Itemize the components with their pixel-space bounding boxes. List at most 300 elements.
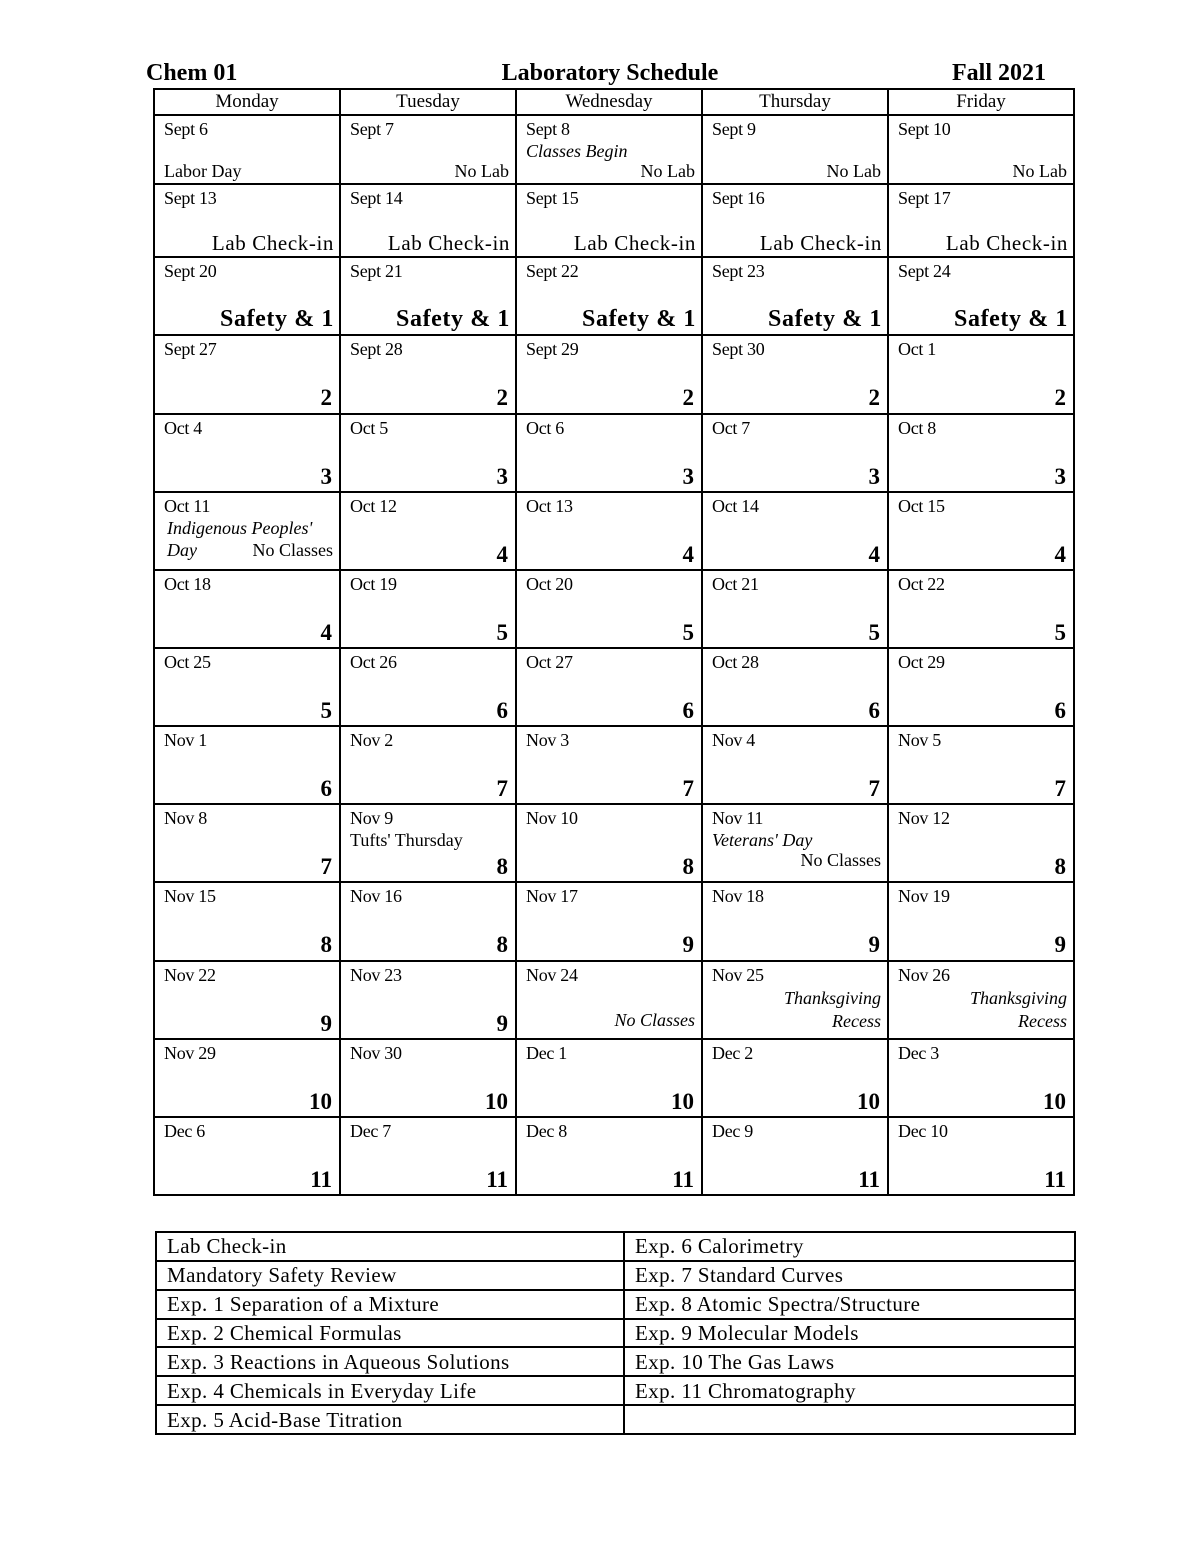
date-label: Oct 8 bbox=[898, 417, 936, 438]
date-label: Nov 19 bbox=[898, 886, 950, 907]
checkin-label: Lab Check-in bbox=[211, 231, 334, 256]
day-cell-content bbox=[155, 883, 339, 959]
safety-label: Safety & 1 bbox=[954, 306, 1068, 333]
experiment-number: 5 bbox=[320, 697, 332, 723]
checkin-label: Lab Check-in bbox=[573, 231, 696, 256]
day-cell bbox=[888, 648, 1074, 726]
experiment-number: 8 bbox=[1054, 854, 1066, 880]
day-cell bbox=[888, 882, 1074, 960]
experiment-number: 9 bbox=[496, 1010, 508, 1036]
day-cell bbox=[340, 882, 516, 960]
day-cell-content bbox=[517, 185, 701, 256]
safety-label: Safety & 1 bbox=[768, 306, 882, 333]
day-cell-content bbox=[889, 336, 1073, 412]
day-cell-content bbox=[703, 185, 887, 256]
date-label: Oct 28 bbox=[712, 651, 759, 672]
safety-label: Safety & 1 bbox=[396, 306, 510, 333]
day-cell bbox=[154, 335, 340, 413]
experiment-number: 6 bbox=[1054, 697, 1066, 723]
day-cell bbox=[702, 570, 888, 648]
date-label: Oct 22 bbox=[898, 573, 945, 594]
event-note: Tufts' Thursday bbox=[350, 830, 463, 851]
day-cell bbox=[340, 648, 516, 726]
experiment-number: 2 bbox=[868, 385, 880, 411]
day-cell bbox=[702, 115, 888, 184]
day-cell bbox=[340, 726, 516, 804]
date-label: Sept 15 bbox=[526, 188, 579, 209]
day-cell-content bbox=[517, 258, 701, 334]
date-label: Oct 6 bbox=[526, 417, 564, 438]
day-cell-content bbox=[341, 493, 515, 569]
day-cell-content bbox=[703, 336, 887, 412]
recess-note-line: Thanksgiving bbox=[970, 987, 1067, 1008]
day-cell bbox=[888, 804, 1074, 882]
week-row bbox=[154, 414, 1074, 492]
recess-note-line: Recess bbox=[1018, 1010, 1067, 1031]
day-cell bbox=[154, 184, 340, 257]
day-cell bbox=[516, 414, 702, 492]
week-row bbox=[154, 726, 1074, 804]
week-row bbox=[154, 570, 1074, 648]
experiment-number: 11 bbox=[310, 1166, 332, 1192]
day-cell bbox=[516, 1039, 702, 1117]
date-label: Nov 2 bbox=[350, 730, 393, 751]
date-label: Oct 13 bbox=[526, 495, 573, 516]
experiment-number: 8 bbox=[320, 932, 332, 958]
day-cell-content bbox=[341, 805, 515, 881]
date-label: Sept 24 bbox=[898, 261, 951, 282]
day-cell-content bbox=[517, 1118, 701, 1194]
date-label: Sept 8 bbox=[526, 119, 570, 139]
day-cell-content bbox=[517, 116, 701, 183]
experiment-number: 6 bbox=[496, 697, 508, 723]
day-cell bbox=[888, 1117, 1074, 1195]
day-cell bbox=[516, 1117, 702, 1195]
date-label: Oct 14 bbox=[712, 495, 759, 516]
checkin-label: Lab Check-in bbox=[387, 231, 510, 256]
experiment-number: 7 bbox=[1054, 776, 1066, 802]
legend-entry bbox=[624, 1405, 1075, 1434]
experiment-number: 3 bbox=[496, 463, 508, 489]
experiment-number: 8 bbox=[496, 854, 508, 880]
experiment-number: 6 bbox=[868, 697, 880, 723]
experiment-number: 4 bbox=[320, 619, 332, 645]
day-cell-content bbox=[889, 883, 1073, 959]
date-label: Nov 24 bbox=[526, 964, 578, 985]
experiment-number: 3 bbox=[1054, 463, 1066, 489]
date-label: Nov 15 bbox=[164, 886, 216, 907]
day-cell-content bbox=[517, 336, 701, 412]
schedule-table bbox=[153, 88, 1075, 1196]
day-cell bbox=[516, 492, 702, 570]
experiment-number: 2 bbox=[320, 385, 332, 411]
day-cell-content bbox=[155, 1040, 339, 1116]
day-cell bbox=[702, 726, 888, 804]
day-cell-content bbox=[703, 1118, 887, 1194]
day-cell-content bbox=[155, 649, 339, 725]
day-cell-content bbox=[703, 415, 887, 491]
experiment-number: 6 bbox=[320, 776, 332, 802]
day-cell bbox=[154, 1039, 340, 1117]
day-cell bbox=[702, 882, 888, 960]
day-cell bbox=[888, 726, 1074, 804]
legend-row bbox=[156, 1232, 1075, 1261]
day-cell-content bbox=[889, 116, 1073, 183]
date-label: Sept 27 bbox=[164, 339, 217, 360]
experiment-number: 2 bbox=[682, 385, 694, 411]
day-cell bbox=[516, 257, 702, 335]
day-cell bbox=[340, 804, 516, 882]
day-cell-content bbox=[341, 1040, 515, 1116]
experiment-number: 11 bbox=[858, 1166, 880, 1192]
day-cell bbox=[154, 804, 340, 882]
day-cell-content bbox=[155, 415, 339, 491]
day-cell-content bbox=[517, 415, 701, 491]
page-title: Laboratory Schedule bbox=[501, 60, 719, 86]
day-cell-content bbox=[155, 571, 339, 647]
day-cell-content bbox=[889, 805, 1073, 881]
day-cell bbox=[340, 414, 516, 492]
experiment-number: 8 bbox=[682, 854, 694, 880]
day-cell bbox=[340, 1117, 516, 1195]
legend-row bbox=[156, 1347, 1075, 1376]
legend-entry: Exp. 6 Calorimetry bbox=[624, 1232, 1075, 1261]
experiment-number: 11 bbox=[486, 1166, 508, 1192]
day-cell-content bbox=[517, 805, 701, 881]
date-label: Nov 29 bbox=[164, 1042, 216, 1063]
experiment-number: 10 bbox=[1043, 1088, 1066, 1114]
no-classes-note: No Classes bbox=[252, 539, 333, 560]
date-label: Oct 19 bbox=[350, 573, 397, 594]
week-row bbox=[154, 648, 1074, 726]
recess-note-line: No Classes bbox=[614, 1009, 695, 1030]
day-cell-content bbox=[703, 493, 887, 569]
experiment-number: 5 bbox=[682, 619, 694, 645]
day-cell-content bbox=[517, 727, 701, 803]
day-cell-content bbox=[341, 336, 515, 412]
date-label: Sept 10 bbox=[898, 119, 951, 139]
day-cell bbox=[888, 257, 1074, 335]
experiment-number: 9 bbox=[868, 932, 880, 958]
date-label: Nov 30 bbox=[350, 1042, 402, 1063]
day-cell-content bbox=[889, 415, 1073, 491]
experiment-number: 10 bbox=[671, 1088, 694, 1114]
day-cell-content bbox=[703, 727, 887, 803]
date-label: Nov 18 bbox=[712, 886, 764, 907]
legend-entry: Exp. 4 Chemicals in Everyday Life bbox=[156, 1376, 624, 1405]
experiment-number: 5 bbox=[496, 619, 508, 645]
checkin-label: Lab Check-in bbox=[759, 231, 882, 256]
day-cell-content bbox=[703, 883, 887, 959]
legend-entry: Exp. 3 Reactions in Aqueous Solutions bbox=[156, 1347, 624, 1376]
date-label: Oct 26 bbox=[350, 651, 397, 672]
experiment-number: 11 bbox=[1044, 1166, 1066, 1192]
day-cell bbox=[702, 1039, 888, 1117]
date-label: Sept 7 bbox=[350, 119, 394, 139]
day-cell-content bbox=[155, 727, 339, 803]
day-cell bbox=[702, 257, 888, 335]
day-cell bbox=[702, 414, 888, 492]
recess-note bbox=[784, 987, 881, 1033]
day-cell bbox=[888, 115, 1074, 184]
event-note: Classes Begin bbox=[526, 141, 628, 161]
experiment-number: 8 bbox=[496, 932, 508, 958]
day-cell bbox=[888, 961, 1074, 1039]
day-cell bbox=[888, 414, 1074, 492]
date-label: Sept 17 bbox=[898, 188, 951, 209]
experiment-number: 3 bbox=[868, 463, 880, 489]
day-cell bbox=[516, 570, 702, 648]
day-header-wednesday: Wednesday bbox=[516, 89, 702, 115]
day-cell-content bbox=[703, 1040, 887, 1116]
date-label: Dec 7 bbox=[350, 1120, 391, 1141]
date-label: Oct 27 bbox=[526, 651, 573, 672]
recess-note-line: Recess bbox=[832, 1010, 881, 1031]
day-cell bbox=[516, 335, 702, 413]
recess-note-line: Thanksgiving bbox=[784, 987, 881, 1008]
holiday-label: Labor Day bbox=[164, 161, 242, 181]
date-label: Dec 6 bbox=[164, 1120, 205, 1141]
date-label: Sept 28 bbox=[350, 339, 403, 360]
date-label: Oct 1 bbox=[898, 339, 936, 360]
day-header-tuesday: Tuesday bbox=[340, 89, 516, 115]
week-row bbox=[154, 115, 1074, 184]
legend-entry: Exp. 2 Chemical Formulas bbox=[156, 1319, 624, 1348]
day-cell bbox=[702, 1117, 888, 1195]
date-label: Oct 20 bbox=[526, 573, 573, 594]
day-cell-content bbox=[703, 962, 887, 1038]
no-classes-note: No Classes bbox=[800, 850, 881, 871]
experiment-number: 4 bbox=[868, 541, 880, 567]
day-cell bbox=[340, 1039, 516, 1117]
experiment-number: 4 bbox=[496, 541, 508, 567]
day-cell-content bbox=[517, 1040, 701, 1116]
day-cell bbox=[888, 492, 1074, 570]
safety-label: Safety & 1 bbox=[582, 306, 696, 333]
experiment-number: 7 bbox=[868, 776, 880, 802]
legend-entry: Exp. 7 Standard Curves bbox=[624, 1261, 1075, 1290]
date-label: Nov 5 bbox=[898, 730, 941, 751]
date-label: Sept 21 bbox=[350, 261, 403, 282]
legend-entry: Exp. 5 Acid-Base Titration bbox=[156, 1405, 624, 1434]
day-cell-content bbox=[517, 649, 701, 725]
date-label: Sept 29 bbox=[526, 339, 579, 360]
day-cell-content bbox=[703, 805, 887, 881]
experiment-number: 9 bbox=[320, 1010, 332, 1036]
day-cell bbox=[888, 184, 1074, 257]
day-cell bbox=[154, 882, 340, 960]
experiment-number: 5 bbox=[1054, 619, 1066, 645]
experiment-number: 7 bbox=[320, 854, 332, 880]
date-label: Sept 22 bbox=[526, 261, 579, 282]
legend-table bbox=[155, 1231, 1076, 1435]
date-label: Sept 13 bbox=[164, 188, 217, 209]
date-label: Nov 10 bbox=[526, 808, 578, 829]
day-header-thursday: Thursday bbox=[702, 89, 888, 115]
day-cell-content bbox=[155, 185, 339, 256]
day-header-friday: Friday bbox=[888, 89, 1074, 115]
experiment-number: 10 bbox=[485, 1088, 508, 1114]
no-lab-note: No Lab bbox=[1012, 161, 1067, 181]
day-cell-content bbox=[889, 1118, 1073, 1194]
day-cell bbox=[154, 726, 340, 804]
date-label: Oct 21 bbox=[712, 573, 759, 594]
experiment-number: 2 bbox=[1054, 385, 1066, 411]
day-cell-content bbox=[155, 258, 339, 334]
date-label: Dec 8 bbox=[526, 1120, 567, 1141]
day-cell-content bbox=[703, 116, 887, 183]
recess-note bbox=[970, 987, 1067, 1033]
legend-entry: Mandatory Safety Review bbox=[156, 1261, 624, 1290]
day-cell bbox=[154, 648, 340, 726]
no-lab-note: No Lab bbox=[826, 161, 881, 181]
day-cell-content bbox=[889, 493, 1073, 569]
term-label: Fall 2021 bbox=[952, 60, 1046, 86]
legend-entry: Exp. 1 Separation of a Mixture bbox=[156, 1290, 624, 1319]
experiment-number: 10 bbox=[309, 1088, 332, 1114]
day-cell-content bbox=[341, 571, 515, 647]
day-cell-content bbox=[889, 571, 1073, 647]
legend-entry: Exp. 11 Chromatography bbox=[624, 1376, 1075, 1405]
experiment-number: 3 bbox=[682, 463, 694, 489]
day-cell bbox=[888, 570, 1074, 648]
day-cell bbox=[340, 492, 516, 570]
experiment-number: 3 bbox=[320, 463, 332, 489]
day-cell bbox=[702, 335, 888, 413]
day-cell bbox=[702, 492, 888, 570]
date-label: Sept 30 bbox=[712, 339, 765, 360]
day-cell-content bbox=[341, 727, 515, 803]
experiment-number: 10 bbox=[857, 1088, 880, 1114]
day-cell-content bbox=[341, 649, 515, 725]
day-cell bbox=[516, 648, 702, 726]
week-row bbox=[154, 492, 1074, 570]
event-note: Veterans' Day bbox=[712, 830, 813, 851]
day-cell bbox=[516, 961, 702, 1039]
date-label: Nov 12 bbox=[898, 808, 950, 829]
day-cell bbox=[516, 804, 702, 882]
checkin-label: Lab Check-in bbox=[945, 231, 1068, 256]
recess-note bbox=[614, 1009, 695, 1032]
day-cell-content bbox=[703, 571, 887, 647]
legend-row bbox=[156, 1319, 1075, 1348]
day-cell-content bbox=[341, 116, 515, 183]
day-cell bbox=[702, 648, 888, 726]
week-row bbox=[154, 961, 1074, 1039]
day-cell-content bbox=[341, 883, 515, 959]
experiment-number: 7 bbox=[496, 776, 508, 802]
day-cell bbox=[154, 115, 340, 184]
experiment-number: 5 bbox=[868, 619, 880, 645]
no-lab-note: No Lab bbox=[640, 161, 695, 181]
legend-entry: Lab Check-in bbox=[156, 1232, 624, 1261]
day-cell bbox=[888, 335, 1074, 413]
date-label: Nov 3 bbox=[526, 730, 569, 751]
day-cell-content bbox=[341, 415, 515, 491]
day-cell bbox=[340, 184, 516, 257]
day-cell-content bbox=[517, 571, 701, 647]
experiment-number: 2 bbox=[496, 385, 508, 411]
experiment-number: 9 bbox=[682, 932, 694, 958]
day-cell bbox=[154, 414, 340, 492]
day-cell bbox=[702, 804, 888, 882]
day-cell-content bbox=[703, 258, 887, 334]
holiday-name-cont: Day bbox=[167, 539, 197, 560]
date-label: Sept 9 bbox=[712, 119, 756, 139]
date-label: Nov 22 bbox=[164, 964, 216, 985]
date-label: Dec 2 bbox=[712, 1042, 753, 1063]
date-label: Sept 23 bbox=[712, 261, 765, 282]
day-cell bbox=[340, 570, 516, 648]
date-label: Oct 4 bbox=[164, 417, 202, 438]
day-cell-content bbox=[341, 258, 515, 334]
legend-row bbox=[156, 1261, 1075, 1290]
date-label: Nov 11 bbox=[712, 808, 764, 829]
safety-label: Safety & 1 bbox=[220, 306, 334, 333]
day-cell-content bbox=[155, 962, 339, 1038]
day-cell bbox=[340, 961, 516, 1039]
course-title: Chem 01 bbox=[146, 60, 238, 86]
experiment-number: 9 bbox=[1054, 932, 1066, 958]
date-label: Oct 15 bbox=[898, 495, 945, 516]
day-cell-content bbox=[341, 1118, 515, 1194]
day-cell bbox=[516, 726, 702, 804]
week-row bbox=[154, 804, 1074, 882]
day-header-row bbox=[154, 89, 1074, 115]
legend-entry: Exp. 10 The Gas Laws bbox=[624, 1347, 1075, 1376]
experiment-number: 11 bbox=[672, 1166, 694, 1192]
day-cell-content bbox=[517, 883, 701, 959]
date-label: Nov 8 bbox=[164, 808, 207, 829]
date-label: Oct 25 bbox=[164, 651, 211, 672]
day-cell-content bbox=[341, 962, 515, 1038]
day-cell-content bbox=[889, 1040, 1073, 1116]
legend-row bbox=[156, 1376, 1075, 1405]
date-label: Oct 7 bbox=[712, 417, 750, 438]
day-cell bbox=[154, 257, 340, 335]
day-cell-content bbox=[889, 962, 1073, 1038]
week-row bbox=[154, 257, 1074, 335]
day-cell-content bbox=[703, 649, 887, 725]
day-cell bbox=[340, 115, 516, 184]
day-header-monday: Monday bbox=[154, 89, 340, 115]
day-cell bbox=[154, 492, 340, 570]
day-cell bbox=[516, 184, 702, 257]
date-label: Nov 1 bbox=[164, 730, 207, 751]
experiment-number: 7 bbox=[682, 776, 694, 802]
day-cell-content bbox=[155, 336, 339, 412]
date-label: Nov 25 bbox=[712, 964, 764, 985]
week-row bbox=[154, 1117, 1074, 1195]
date-label: Oct 29 bbox=[898, 651, 945, 672]
date-label: Sept 14 bbox=[350, 188, 403, 209]
date-label: Dec 10 bbox=[898, 1120, 948, 1141]
experiment-number: 4 bbox=[682, 541, 694, 567]
date-label: Dec 1 bbox=[526, 1042, 567, 1063]
holiday-name: Indigenous Peoples' bbox=[167, 517, 313, 538]
day-cell bbox=[154, 961, 340, 1039]
day-cell bbox=[154, 1117, 340, 1195]
date-label: Oct 18 bbox=[164, 573, 211, 594]
day-cell-content bbox=[889, 649, 1073, 725]
week-row bbox=[154, 882, 1074, 960]
day-cell-content bbox=[341, 185, 515, 256]
date-label: Oct 5 bbox=[350, 417, 388, 438]
date-label: Sept 20 bbox=[164, 261, 217, 282]
day-cell-content bbox=[517, 493, 701, 569]
date-label: Dec 3 bbox=[898, 1042, 939, 1063]
day-cell-content bbox=[155, 1118, 339, 1194]
